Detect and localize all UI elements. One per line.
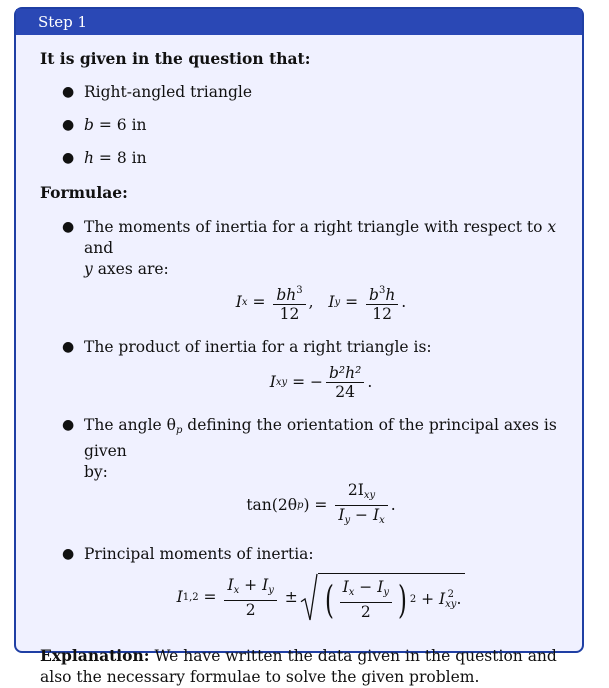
formula-moments: ● The moments of inertia for a right triangle with respect to x and y axes are: I x = $\frac{bh^3}{12}$ , I y = $\frac{b^3h}{12}$ .: [62, 218, 557, 323]
given-item-triangle: ● Right-angled triangle: [62, 83, 252, 101]
bullet-icon: ●: [62, 417, 75, 433]
bullet-icon: ●: [62, 84, 75, 100]
step-content: [16, 35, 582, 688]
square-root: ( $\frac{I_x - I_y}{2}$ ) 2 + I 2 xy .: [300, 573, 466, 621]
formulae-heading: Formulae:: [40, 183, 128, 202]
step-header: Step 1: [16, 9, 582, 35]
formula-principal: ● Principal moments of inertia: I 1,2 = $\frac{I_x + I_y}{2}$ ± ( $\frac{I_x - I_y}{2}$ ) 2 + I 2 xy .: [40, 544, 558, 621]
formula-product: ● The product of inertia for a right triangle is: I xy = − $\frac{\text{b²h²}}{24}$ .: [40, 337, 558, 401]
solution-step-card: [14, 7, 584, 686]
bullet-icon: ●: [62, 219, 75, 235]
bullet-icon: ●: [62, 117, 75, 133]
moments-equation: I x = $\frac{bh^3}{12}$ , I y = $\frac{b^3h}{12}$ .: [84, 282, 558, 323]
formulae-list: [40, 217, 558, 621]
principal-equation: I 1,2 = $\frac{I_x + I_y}{2}$ ± ( $\frac{I_x - I_y}{2}$ ) 2 + I 2 xy .: [84, 573, 558, 621]
given-item-h: ● h = 8 in: [62, 149, 147, 167]
formula-angle: ● The angle $\theta_p$ defining the orientation of the principal axes is given by: tan(2θ p ) = $\frac{2I_{xy}}{I_y - I_x}$ .: [40, 415, 558, 530]
given-item-b: ● b = 6 in: [62, 116, 147, 134]
bullet-icon: ●: [62, 150, 75, 166]
bullet-icon: ●: [62, 546, 75, 562]
radical-icon: [300, 573, 318, 621]
product-equation: I xy = − $\frac{\text{b²h²}}{24}$ .: [269, 364, 373, 401]
bullet-icon: ●: [62, 339, 75, 355]
explanation-paragraph: Explanation: We have written the data given in the question and also the necessary formulae to solve the given problem.: [40, 646, 557, 686]
angle-equation: tan(2θ p ) = $\frac{2I_{xy}}{I_y - I_x}$ .: [246, 481, 396, 526]
given-list: [40, 82, 558, 169]
given-heading: It is given in the question that:: [40, 49, 311, 68]
